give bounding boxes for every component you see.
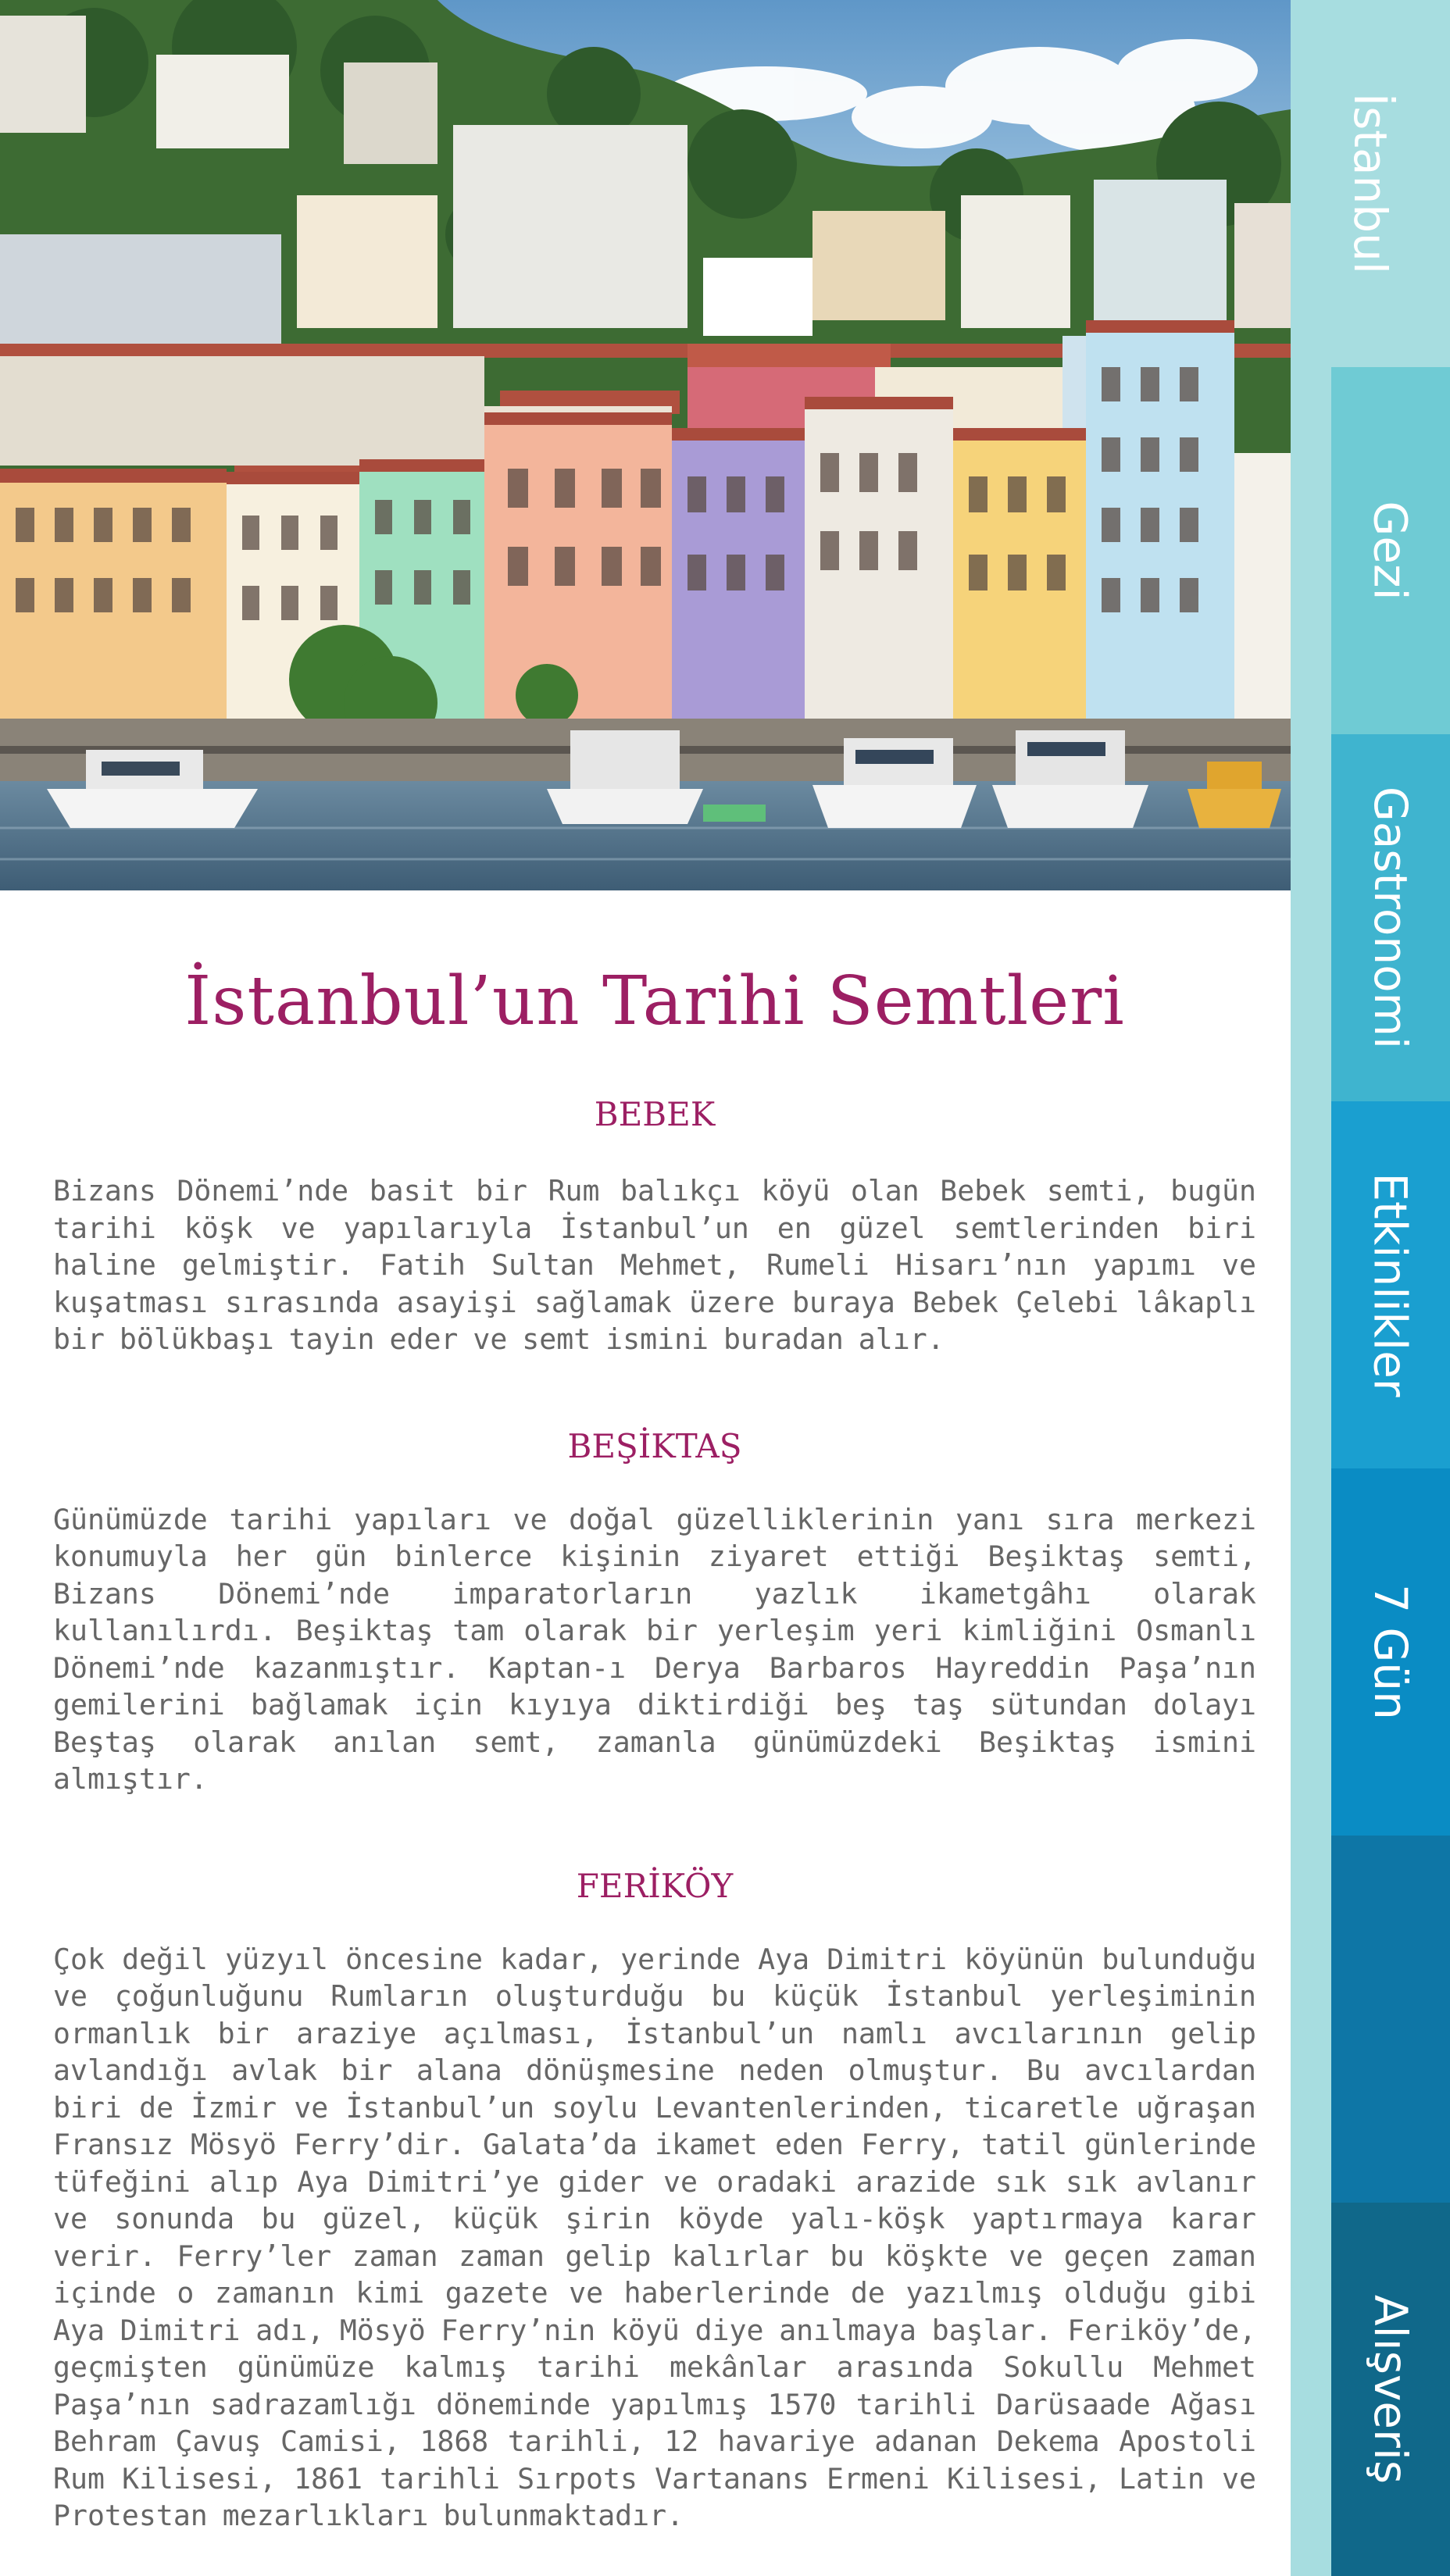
tab-gezi-label: Gezi xyxy=(1364,501,1417,601)
section-bebek xyxy=(53,1095,1256,1358)
section-body: Çok değil yüzyıl öncesine kadar, yerinde Aya Dimitri köyünün bulunduğu ve çoğunluğunu Rumların oluşturduğu bu küçük İstanbul yerleşiminin ormanlık bir araziye açılması, İstanbul’un namlı avcılarının gelip avlandığı avlak bir alana dönüşmesine neden olmuştur. Bu avcılardan biri de İzmir ve İstanbul’un soylu Levantenlerinden, ticaretle uğraşan Fransız Mösyö Ferry’dir. Galata’da ikamet eden Ferry, tatil günlerinde tüfeğini alıp Aya Dimitri’ye gider ve oradaki arazide sık sık avlanır ve sonunda bu güzel, küçük şirin köyde yalı-köşk yaptırmaya karar verir. Ferry’ler zaman zaman gelip kalırlar bu köşkte ve geçen zaman içinde o zamanın kimi gazete ve haberlerinde de yazılmış olduğu gibi Aya Dimitri adı, Mösyö Ferry’nin köyü diye anılmaya başlar. Feriköy’de, geçmişten günümüze kalmış tarihi mekânlar arasında Sokullu Mehmet Paşa’nın sadrazamlığı döneminde yapılmış 1570 tarihli Darüsaade Ağası Behram Çavuş Camisi, 1868 tarihli, 12 havariye adanan Dekema Apostoli Rum Kilisesi, 1861 tarihli Sırpots Vartanans Ermeni Kilisesi, Latin ve Protestan mezarlıkları bulunmaktadır. xyxy=(53,1942,1256,2532)
tab-alisveris-label: Alışveriş xyxy=(1364,2294,1417,2485)
section-besiktas xyxy=(53,1427,1256,1798)
section-body: Günümüzde tarihi yapıları ve doğal güzelliklerinin yanı sıra merkezi konumuyla her gün binlerce kişinin ziyaret ettiği Beşiktaş semti, Bizans Dönemi’nde imparatorların yazlık ikametgâhı olarak kullanılırdı. Beşiktaş tam olarak bir yerleşim yeri kimliğini Osmanlı Dönemi’nde kazanmıştır. Kaptan-ı Derya Barbaros Hayreddin Paşa’nın gemilerini bağlamak için kıyıya diktirdiği beş taş sütundan dolayı Beştaş olarak anılan semt, zamanla günümüzdeki Beşiktaş ismini almıştır. xyxy=(53,1502,1256,1796)
side-strip xyxy=(1291,0,1331,2576)
tab-istanbul-label: İstanbul xyxy=(1344,92,1397,275)
tab-etkinlikler[interactable] xyxy=(1331,1101,1450,1468)
tab-alisveris[interactable] xyxy=(1331,2203,1450,2576)
tab-gastronomi[interactable] xyxy=(1331,734,1450,1101)
section-heading: BEŞİKTAŞ xyxy=(567,1426,742,1465)
tab-7-gun[interactable] xyxy=(1331,1468,1450,1836)
section-ferikoy xyxy=(53,1867,1256,2535)
article xyxy=(53,890,1256,2535)
tab-empty[interactable] xyxy=(1331,1836,1450,2203)
tab-etkinlikler-label: Etkinlikler xyxy=(1364,1172,1417,1397)
tab-istanbul[interactable] xyxy=(1291,0,1450,367)
hero-photo xyxy=(0,0,1291,890)
section-heading: BEBEK xyxy=(594,1095,716,1133)
section-body: Bizans Dönemi’nde basit bir Rum balıkçı köyü olan Bebek semti, bugün tarihi köşk ve yapılarıyla İstanbul’un en güzel semtlerinden biri haline gelmiştir. Fatih Sultan Mehmet, Rumeli Hisarı’nın yapımı ve kuşatması sırasında asayişi sağlamak üzere buraya Bebek Çelebi lâkaplı bir bölükbaşı tayin eder ve semt ismini buradan alır. xyxy=(53,1174,1256,1356)
page-title: İstanbul’un Tarihi Semtleri xyxy=(184,962,1125,1040)
tab-7-gun-label: 7 Gün xyxy=(1364,1584,1417,1720)
tab-gezi[interactable] xyxy=(1331,367,1450,734)
tab-gastronomi-label: Gastronomi xyxy=(1364,786,1417,1050)
waterfront-houses-illustration xyxy=(0,0,1291,890)
section-heading: FERİKÖY xyxy=(576,1866,734,1905)
